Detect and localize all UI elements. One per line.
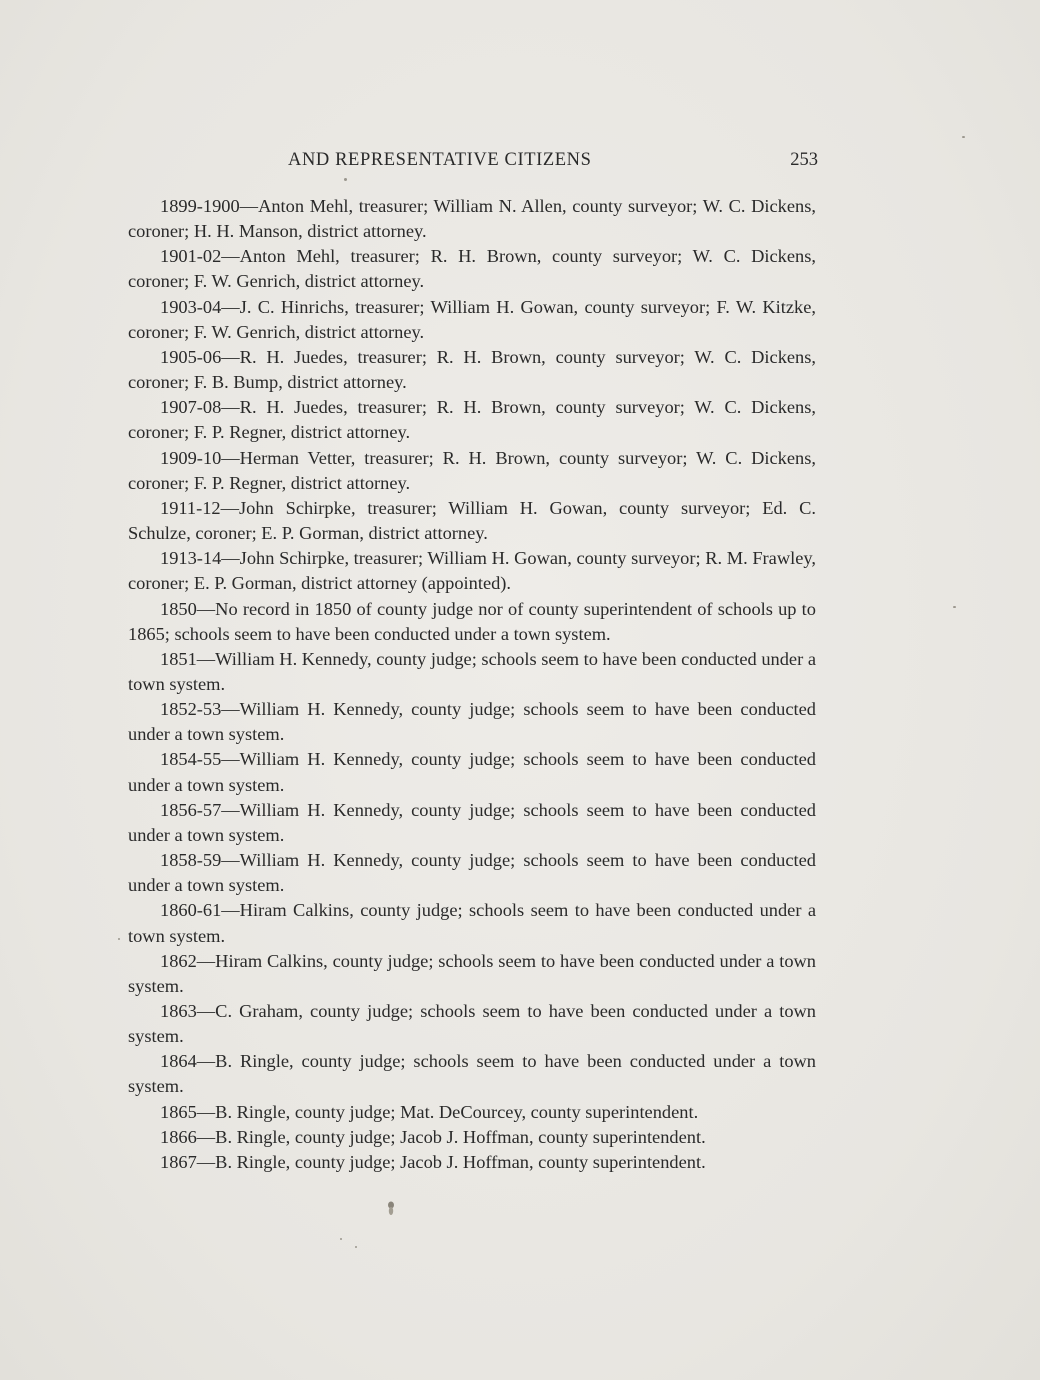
entry-1903-04: 1903-04—J. C. Hinrichs, treasurer; William H. Gowan, county surveyor; F. W. Kitzke, coroner; F. W. Genrich, district attorney. bbox=[128, 296, 816, 342]
entry-1866: 1866—B. Ringle, county judge; Jacob J. Hoffman, county superintendent. bbox=[160, 1126, 706, 1147]
entry-1850: 1850—No record in 1850 of county judge nor of county superintendent of schools up to 1865; schools seem to have been conducted under a town system. bbox=[128, 598, 816, 644]
printer-ornament-icon bbox=[386, 1200, 396, 1218]
entry-1854-55: 1854-55—William H. Kennedy, county judge; schools seem to have been conducted under a town system. bbox=[128, 749, 816, 795]
entry-1851: 1851—William H. Kennedy, county judge; schools seem to have been conducted under a town system. bbox=[128, 648, 816, 694]
entry-1862: 1862—Hiram Calkins, county judge; schools seem to have been conducted under a town system. bbox=[128, 950, 816, 996]
running-head: AND REPRESENTATIVE CITIZENS bbox=[288, 150, 592, 170]
paper-speck bbox=[118, 938, 120, 940]
entry-1911-12: 1911-12—John Schirpke, treasurer; William H. Gowan, county surveyor; Ed. C. Schulze, coroner; E. P. Gorman, district attorney. bbox=[128, 497, 816, 544]
page-header bbox=[128, 150, 816, 176]
entry-1867: 1867—B. Ringle, county judge; Jacob J. Hoffman, county superintendent. bbox=[160, 1151, 706, 1172]
paper-speck bbox=[355, 1246, 357, 1248]
entry-1909-10: 1909-10—Herman Vetter, treasurer; R. H. Brown, county surveyor; W. C. Dickens, coroner; F. P. Regner, district attorney. bbox=[128, 447, 816, 493]
body-text bbox=[128, 194, 816, 1175]
entry-1860-61: 1860-61—Hiram Calkins, county judge; schools seem to have been conducted under a town system. bbox=[128, 900, 816, 946]
entry-1865: 1865—B. Ringle, county judge; Mat. DeCourcey, county superintendent. bbox=[160, 1101, 699, 1122]
entry-1899-1900: 1899-1900—Anton Mehl, treasurer; William N. Allen, county surveyor; W. C. Dickens, coroner; H. H. Manson, district attorney. bbox=[128, 196, 816, 242]
entry-1863: 1863—C. Graham, county judge; schools seem to have been conducted under a town system. bbox=[128, 1001, 816, 1047]
entry-1864: 1864—B. Ringle, county judge; schools seem to have been conducted under a town system. bbox=[128, 1051, 816, 1097]
paper-speck bbox=[344, 178, 347, 181]
paper-speck bbox=[962, 136, 965, 138]
entry-1901-02: 1901-02—Anton Mehl, treasurer; R. H. Brown, county surveyor; W. C. Dickens, coroner; F. W. Genrich, district attorney. bbox=[128, 246, 816, 292]
entry-1907-08: 1907-08—R. H. Juedes, treasurer; R. H. Brown, county surveyor; W. C. Dickens, coroner; F. P. Regner, district attorney. bbox=[128, 397, 816, 443]
entry-1858-59: 1858-59—William H. Kennedy, county judge; schools seem to have been conducted under a town system. bbox=[128, 850, 816, 896]
entry-1852-53: 1852-53—William H. Kennedy, county judge; schools seem to have been conducted under a town system. bbox=[128, 699, 816, 745]
paper-speck bbox=[340, 1238, 342, 1240]
page-number: 253 bbox=[790, 150, 818, 170]
paper-speck bbox=[953, 606, 956, 608]
entry-1856-57: 1856-57—William H. Kennedy, county judge; schools seem to have been conducted under a town system. bbox=[128, 799, 816, 845]
entry-1913-14: 1913-14—John Schirpke, treasurer; William H. Gowan, county surveyor; R. M. Frawley, coroner; E. P. Gorman, district attorney (appointed). bbox=[128, 548, 816, 594]
entry-1905-06: 1905-06—R. H. Juedes, treasurer; R. H. Brown, county surveyor; W. C. Dickens, coroner; F. B. Bump, district attorney. bbox=[128, 346, 816, 393]
